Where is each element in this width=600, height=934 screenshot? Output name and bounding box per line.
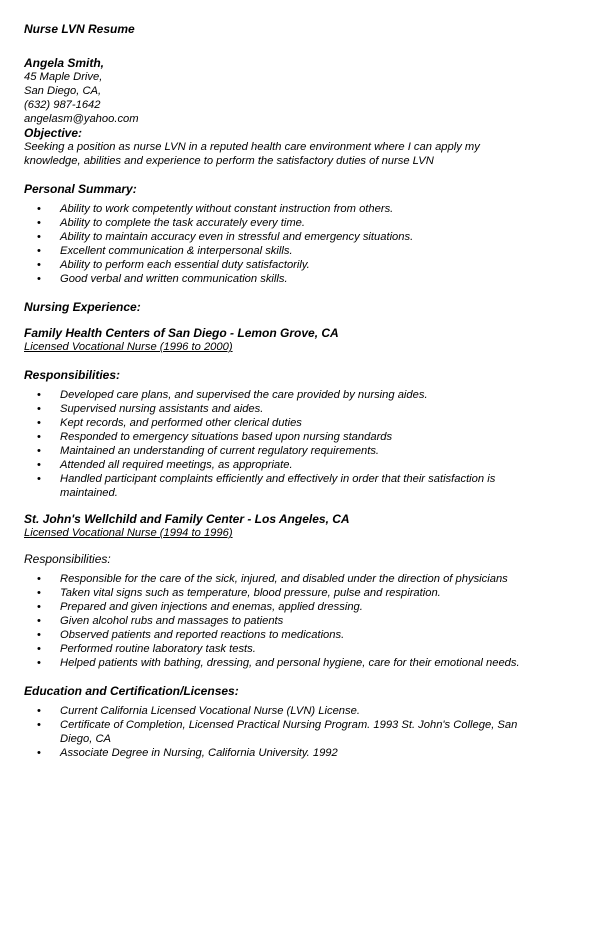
list-item: • Performed routine laboratory task tests. <box>24 642 584 656</box>
list-item: • Responsible for the care of the sick, injured, and disabled under the direction of physicians <box>24 572 584 586</box>
list-item: • Associate Degree in Nursing, California University. 1992 <box>24 746 584 760</box>
list-item: • Current California Licensed Vocational Nurse (LVN) License. <box>24 704 584 718</box>
list-item: • Good verbal and written communication skills. <box>24 272 584 286</box>
responsibilities-list-1 <box>24 388 584 500</box>
resume-document <box>24 20 584 760</box>
list-item: • Prepared and given injections and enemas, applied dressing. <box>24 600 584 614</box>
employer-2-name: St. John's Wellchild and Family Center - Los Angeles, CA <box>24 512 350 526</box>
personal-summary-list <box>24 202 584 286</box>
list-item <box>24 472 584 500</box>
list-item: • Ability to complete the task accurately every time. <box>24 216 584 230</box>
list-item: • Excellent communication & interpersonal skills. <box>24 244 584 258</box>
objective-heading: Objective: <box>24 126 83 140</box>
list-item: • Given alcohol rubs and massages to patients <box>24 614 584 628</box>
education-list <box>24 704 584 760</box>
list-item-continuation: Diego, CA <box>60 733 111 745</box>
list-item: • Taken vital signs such as temperature, blood pressure, pulse and respiration. <box>24 586 584 600</box>
list-item: • Ability to perform each essential duty satisfactorily. <box>24 258 584 272</box>
nursing-experience-heading: Nursing Experience: <box>24 300 141 314</box>
list-item: • Ability to work competently without constant instruction from others. <box>24 202 584 216</box>
applicant-name: Angela Smith, <box>24 56 105 70</box>
responsibilities-heading-1: Responsibilities: <box>24 368 121 382</box>
address-line-1: 45 Maple Drive, <box>24 71 103 83</box>
address-line-2: San Diego, CA, <box>24 85 102 97</box>
list-item: • Attended all required meetings, as appropriate. <box>24 458 584 472</box>
education-heading: Education and Certification/Licenses: <box>24 684 239 698</box>
list-item: • Developed care plans, and supervised the care provided by nursing aides. <box>24 388 584 402</box>
phone-number: (632) 987-1642 <box>24 99 101 111</box>
list-item-continuation: maintained. <box>60 487 118 499</box>
responsibilities-list-2 <box>24 572 584 670</box>
personal-summary-heading: Personal Summary: <box>24 182 137 196</box>
document-title: Nurse LVN Resume <box>24 22 135 36</box>
list-item: • Ability to maintain accuracy even in stressful and emergency situations. <box>24 230 584 244</box>
list-item: • Responded to emergency situations based upon nursing standards <box>24 430 584 444</box>
list-item: • Observed patients and reported reactions to medications. <box>24 628 584 642</box>
list-item: • Helped patients with bathing, dressing, and personal hygiene, care for their emotional needs. <box>24 656 584 670</box>
list-item: • Maintained an understanding of current regulatory requirements. <box>24 444 584 458</box>
list-item: • Supervised nursing assistants and aides. <box>24 402 584 416</box>
list-item: • Kept records, and performed other clerical duties <box>24 416 584 430</box>
objective-text-line-1: Seeking a position as nurse LVN in a reputed health care environment where I can apply my <box>24 141 480 153</box>
list-item-text: • Certificate of Completion, Licensed Practical Nursing Program. 1993 St. John's College, San <box>60 719 518 731</box>
employer-2-role: Licensed Vocational Nurse (1994 to 1996) <box>24 527 233 539</box>
list-item <box>24 718 584 746</box>
responsibilities-heading-2: Responsibilities: <box>24 552 111 566</box>
employer-1-name: Family Health Centers of San Diego - Lemon Grove, CA <box>24 326 339 340</box>
employer-1-role: Licensed Vocational Nurse (1996 to 2000) <box>24 341 233 353</box>
objective-text-line-2: knowledge, abilities and experience to perform the satisfactory duties of nurse LVN <box>24 155 434 167</box>
list-item-text: • Handled participant complaints efficiently and effectively in order that their satisfaction is <box>60 473 496 485</box>
email-address: angelasm@yahoo.com <box>24 113 139 125</box>
